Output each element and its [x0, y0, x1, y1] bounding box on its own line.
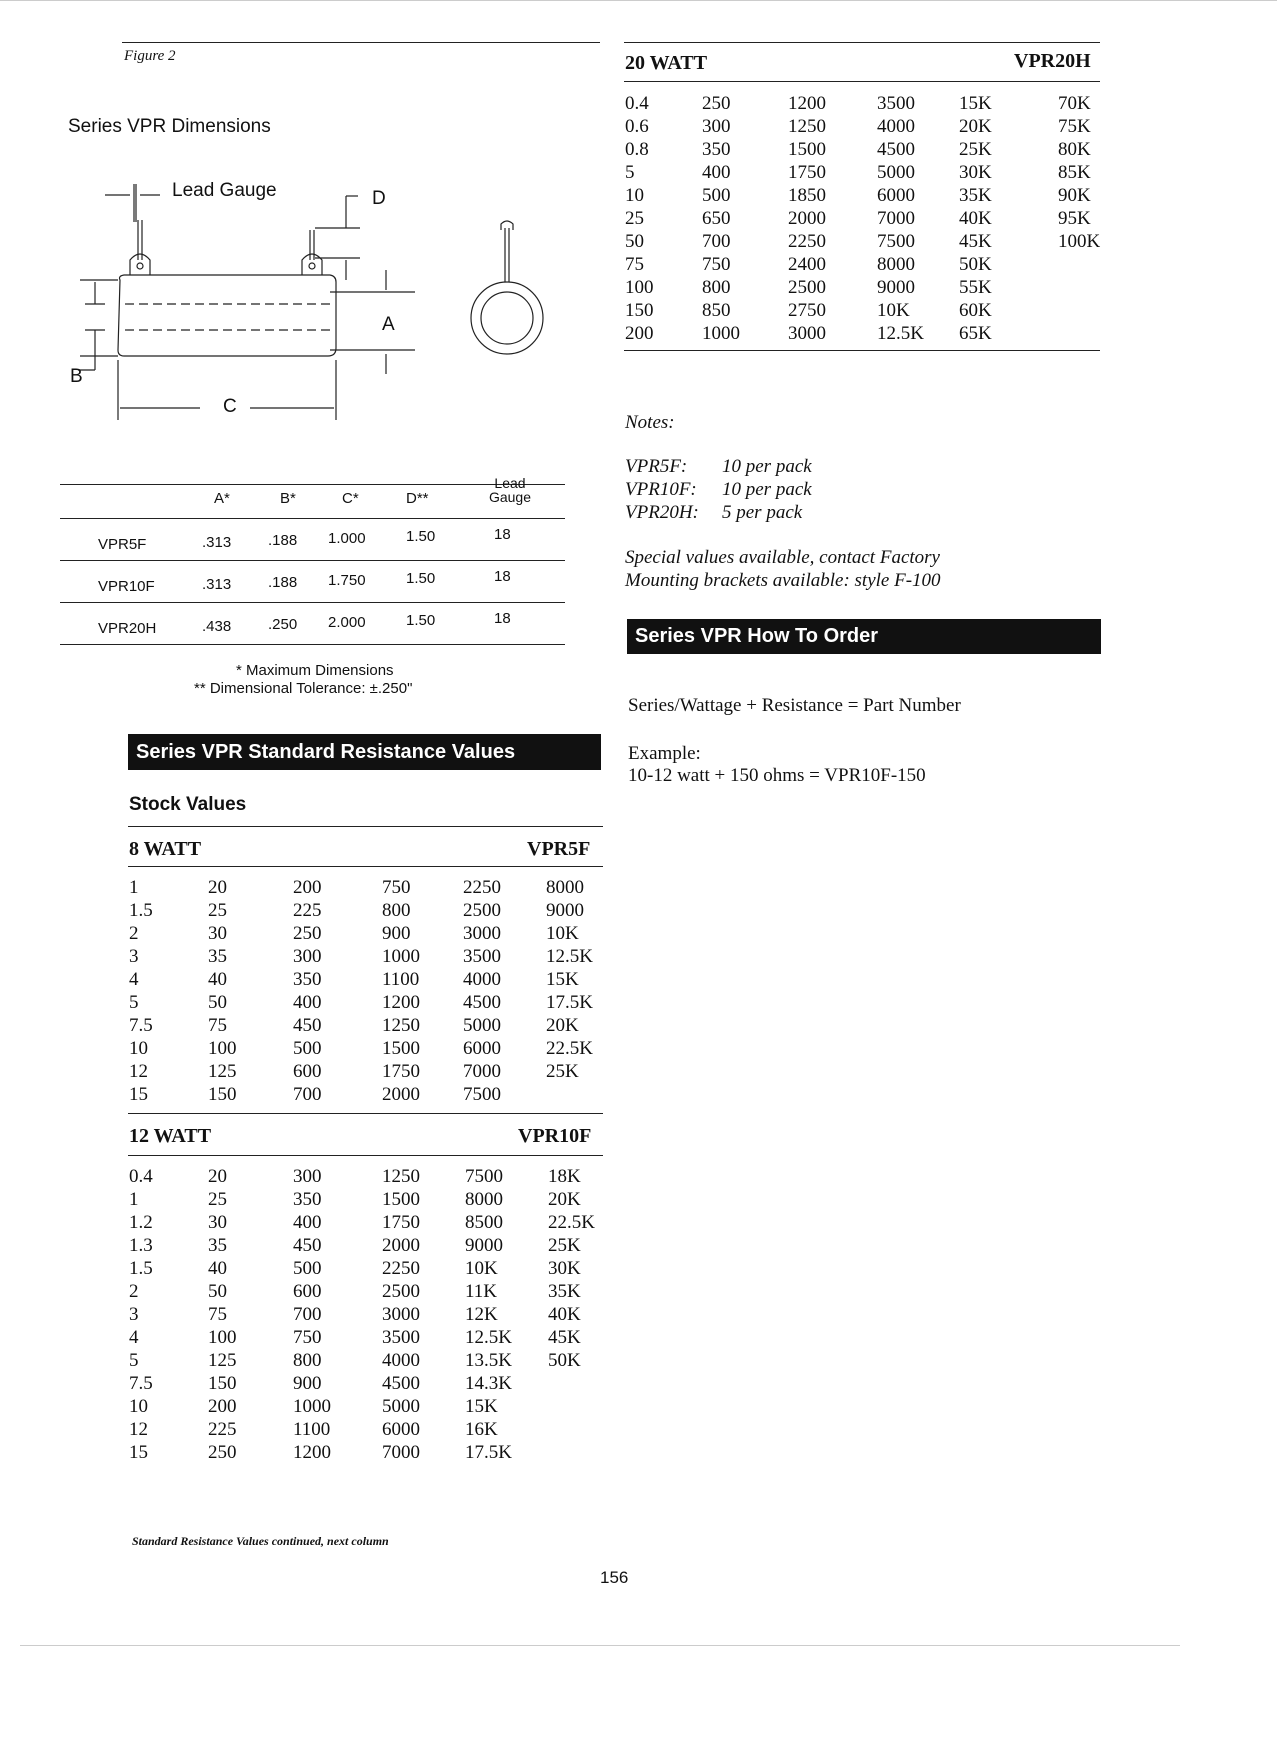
value-cell: 450	[293, 1235, 322, 1256]
value-cell: 75	[208, 1304, 227, 1325]
value-cell: 1500	[382, 1189, 420, 1210]
value-cell: 20	[208, 1166, 227, 1187]
value-cell: 3000	[463, 923, 501, 944]
value-cell: 8000	[877, 254, 915, 275]
value-cell: 4	[129, 969, 139, 990]
value-cell: 35	[208, 1235, 227, 1256]
value-cell: 55K	[959, 277, 992, 298]
value-cell: 3000	[788, 323, 826, 344]
watt8-model: VPR5F	[527, 838, 591, 860]
value-cell: 3500	[382, 1327, 420, 1348]
header-a: A*	[214, 490, 230, 507]
value-cell: 12	[129, 1419, 148, 1440]
value-cell: 45K	[548, 1327, 581, 1348]
value-cell: 12K	[465, 1304, 498, 1325]
value-cell: 4500	[463, 992, 501, 1013]
pack-model: VPR5F:	[625, 456, 688, 477]
value-cell: 1.3	[129, 1235, 153, 1256]
value-cell: 250	[208, 1442, 237, 1463]
value-cell: 1200	[293, 1442, 331, 1463]
pack-qty: 5 per pack	[722, 502, 803, 523]
value-cell: 50	[208, 1281, 227, 1302]
value-cell: 400	[293, 992, 322, 1013]
value-cell: 25K	[548, 1235, 581, 1256]
value-cell: 95K	[1058, 208, 1091, 229]
value-cell: 3	[129, 946, 139, 967]
dim-gauge: 18	[494, 526, 511, 543]
value-cell: 10	[129, 1038, 148, 1059]
value-cell: 20	[208, 877, 227, 898]
value-cell: 22.5K	[546, 1038, 593, 1059]
value-cell: 90K	[1058, 185, 1091, 206]
value-cell: 900	[293, 1373, 322, 1394]
label-d: D	[372, 188, 386, 209]
dim-model: VPR10F	[98, 578, 155, 595]
value-cell: 15	[129, 1442, 148, 1463]
value-cell: 18K	[548, 1166, 581, 1187]
value-cell: 400	[702, 162, 731, 183]
mounting-brackets-note: Mounting brackets available: style F-100	[625, 570, 941, 591]
lead-gauge-label: Lead Gauge	[172, 180, 277, 201]
value-cell: 2400	[788, 254, 826, 275]
value-cell: 3500	[877, 93, 915, 114]
value-cell: 200	[208, 1396, 237, 1417]
value-cell: 80K	[1058, 139, 1091, 160]
value-cell: 15K	[546, 969, 579, 990]
value-cell: 800	[382, 900, 411, 921]
value-cell: 7000	[382, 1442, 420, 1463]
value-cell: 9000	[465, 1235, 503, 1256]
value-cell: 17.5K	[465, 1442, 512, 1463]
value-cell: 7500	[463, 1084, 501, 1105]
value-cell: 12.5K	[877, 323, 924, 344]
pack-qty: 10 per pack	[722, 456, 812, 477]
value-cell: 10K	[465, 1258, 498, 1279]
value-cell: 85K	[1058, 162, 1091, 183]
value-cell: 14.3K	[465, 1373, 512, 1394]
value-cell: 300	[702, 116, 731, 137]
value-cell: 12.5K	[546, 946, 593, 967]
value-cell: 12.5K	[465, 1327, 512, 1348]
value-cell: 2250	[788, 231, 826, 252]
value-cell: 30	[208, 1212, 227, 1233]
value-cell: 1.2	[129, 1212, 153, 1233]
dim-c: 1.000	[328, 530, 366, 547]
value-cell: 350	[702, 139, 731, 160]
value-cell: 1.5	[129, 900, 153, 921]
value-cell: 60K	[959, 300, 992, 321]
value-cell: 1200	[788, 93, 826, 114]
dim-gauge: 18	[494, 568, 511, 585]
value-cell: 5	[129, 1350, 139, 1371]
watt12-model: VPR10F	[518, 1125, 592, 1147]
value-cell: 22.5K	[548, 1212, 595, 1233]
value-cell: 25K	[546, 1061, 579, 1082]
value-cell: 750	[702, 254, 731, 275]
value-cell: 4000	[382, 1350, 420, 1371]
value-cell: 40K	[959, 208, 992, 229]
value-cell: 5000	[382, 1396, 420, 1417]
value-cell: 7500	[877, 231, 915, 252]
dim-model: VPR20H	[98, 620, 157, 637]
value-cell: 2	[129, 1281, 139, 1302]
value-cell: 300	[293, 946, 322, 967]
value-cell: 500	[702, 185, 731, 206]
order-formula: Series/Wattage + Resistance = Part Number	[628, 695, 961, 716]
value-cell: 2250	[382, 1258, 420, 1279]
value-cell: 450	[293, 1015, 322, 1036]
value-cell: 5	[625, 162, 635, 183]
value-cell: 2	[129, 923, 139, 944]
value-cell: 11K	[465, 1281, 498, 1302]
value-cell: 25	[208, 900, 227, 921]
value-cell: 20K	[959, 116, 992, 137]
value-cell: 1750	[382, 1061, 420, 1082]
value-cell: 7500	[465, 1166, 503, 1187]
dim-a: .438	[202, 618, 232, 635]
label-b: B	[70, 366, 83, 387]
value-cell: 800	[702, 277, 731, 298]
value-cell: 70K	[1058, 93, 1091, 114]
value-cell: 0.8	[625, 139, 649, 160]
value-cell: 50	[625, 231, 644, 252]
value-cell: 600	[293, 1061, 322, 1082]
value-cell: 8000	[546, 877, 584, 898]
value-cell: 75	[208, 1015, 227, 1036]
dim-d: 1.50	[406, 612, 436, 629]
value-cell: 250	[293, 923, 322, 944]
value-cell: 10K	[546, 923, 579, 944]
value-cell: 2500	[382, 1281, 420, 1302]
value-cell: 1750	[788, 162, 826, 183]
value-cell: 65K	[959, 323, 992, 344]
value-cell: 35K	[548, 1281, 581, 1302]
value-cell: 300	[293, 1166, 322, 1187]
value-cell: 200	[625, 323, 654, 344]
value-cell: 1250	[382, 1166, 420, 1187]
notes-title: Notes:	[625, 412, 675, 433]
watt20-model: VPR20H	[1014, 50, 1091, 72]
value-cell: 8000	[465, 1189, 503, 1210]
watt20-title: 20 WATT	[625, 52, 708, 74]
value-cell: 1	[129, 1189, 139, 1210]
value-cell: 700	[293, 1084, 322, 1105]
value-cell: 75K	[1058, 116, 1091, 137]
value-cell: 700	[702, 231, 731, 252]
value-cell: 2500	[788, 277, 826, 298]
value-cell: 1750	[382, 1212, 420, 1233]
value-cell: 7.5	[129, 1015, 153, 1036]
value-cell: 9000	[546, 900, 584, 921]
value-cell: 650	[702, 208, 731, 229]
value-cell: 1000	[382, 946, 420, 967]
value-cell: 1200	[382, 992, 420, 1013]
value-cell: 6000	[463, 1038, 501, 1059]
dim-gauge: 18	[494, 610, 511, 627]
value-cell: 4500	[877, 139, 915, 160]
page-number: 156	[600, 1568, 629, 1587]
value-cell: 100	[625, 277, 654, 298]
header-d: D**	[406, 490, 429, 507]
value-cell: 125	[208, 1061, 237, 1082]
value-cell: 1250	[382, 1015, 420, 1036]
value-cell: 750	[382, 877, 411, 898]
value-cell: 100K	[1058, 231, 1101, 252]
value-cell: 30K	[548, 1258, 581, 1279]
value-cell: 1100	[382, 969, 420, 990]
watt12-title: 12 WATT	[129, 1125, 212, 1147]
value-cell: 150	[208, 1373, 237, 1394]
value-cell: 1000	[293, 1396, 331, 1417]
value-cell: 1.5	[129, 1258, 153, 1279]
value-cell: 2000	[788, 208, 826, 229]
label-a: A	[382, 314, 395, 335]
value-cell: 0.6	[625, 116, 649, 137]
value-cell: 5000	[463, 1015, 501, 1036]
value-cell: 40	[208, 1258, 227, 1279]
continued-note: Standard Resistance Values continued, next column	[132, 1534, 389, 1548]
value-cell: 0.4	[129, 1166, 153, 1187]
value-cell: 150	[208, 1084, 237, 1105]
footnote-max: * Maximum Dimensions	[236, 662, 394, 679]
special-values-note: Special values available, contact Factory	[625, 547, 940, 568]
value-cell: 35K	[959, 185, 992, 206]
value-cell: 3	[129, 1304, 139, 1325]
value-cell: 10	[625, 185, 644, 206]
footnote-tolerance: ** Dimensional Tolerance: ±.250"	[194, 680, 413, 697]
value-cell: 20K	[548, 1189, 581, 1210]
value-cell: 250	[702, 93, 731, 114]
value-cell: 10	[129, 1396, 148, 1417]
value-cell: 5000	[877, 162, 915, 183]
value-cell: 50	[208, 992, 227, 1013]
value-cell: 1	[129, 877, 139, 898]
value-cell: 1100	[293, 1419, 331, 1440]
value-cell: 40K	[548, 1304, 581, 1325]
dim-b: .188	[268, 574, 298, 591]
dim-d: 1.50	[406, 570, 436, 587]
value-cell: 7.5	[129, 1373, 153, 1394]
value-cell: 30	[208, 923, 227, 944]
value-cell: 1500	[382, 1038, 420, 1059]
value-cell: 50K	[959, 254, 992, 275]
dim-a: .313	[202, 534, 232, 551]
value-cell: 500	[293, 1258, 322, 1279]
value-cell: 1000	[702, 323, 740, 344]
standard-values-banner: Series VPR Standard Resistance Values	[128, 734, 601, 770]
label-c: C	[223, 396, 237, 417]
value-cell: 100	[208, 1327, 237, 1348]
value-cell: 350	[293, 1189, 322, 1210]
value-cell: 6000	[382, 1419, 420, 1440]
header-b: B*	[280, 490, 296, 507]
value-cell: 800	[293, 1350, 322, 1371]
value-cell: 35	[208, 946, 227, 967]
value-cell: 2000	[382, 1235, 420, 1256]
value-cell: 2250	[463, 877, 501, 898]
pack-qty: 10 per pack	[722, 479, 812, 500]
value-cell: 20K	[546, 1015, 579, 1036]
header-c: C*	[342, 490, 359, 507]
value-cell: 45K	[959, 231, 992, 252]
dim-model: VPR5F	[98, 536, 147, 553]
dim-d: 1.50	[406, 528, 436, 545]
value-cell: 7000	[463, 1061, 501, 1082]
value-cell: 0.4	[625, 93, 649, 114]
pack-model: VPR10F:	[625, 479, 697, 500]
value-cell: 25	[625, 208, 644, 229]
value-cell: 4000	[463, 969, 501, 990]
value-cell: 350	[293, 969, 322, 990]
value-cell: 850	[702, 300, 731, 321]
value-cell: 3000	[382, 1304, 420, 1325]
dim-a: .313	[202, 576, 232, 593]
value-cell: 15K	[465, 1396, 498, 1417]
dim-b: .250	[268, 616, 298, 633]
value-cell: 125	[208, 1350, 237, 1371]
value-cell: 400	[293, 1212, 322, 1233]
value-cell: 900	[382, 923, 411, 944]
stock-values-label: Stock Values	[129, 794, 247, 815]
value-cell: 12	[129, 1061, 148, 1082]
value-cell: 4500	[382, 1373, 420, 1394]
value-cell: 225	[293, 900, 322, 921]
example-label: Example:	[628, 743, 701, 764]
value-cell: 200	[293, 877, 322, 898]
value-cell: 5	[129, 992, 139, 1013]
header-lead-gauge: Lead Gauge	[488, 475, 532, 505]
value-cell: 7000	[877, 208, 915, 229]
value-cell: 17.5K	[546, 992, 593, 1013]
value-cell: 16K	[465, 1419, 498, 1440]
value-cell: 750	[293, 1327, 322, 1348]
value-cell: 30K	[959, 162, 992, 183]
value-cell: 40	[208, 969, 227, 990]
value-cell: 4000	[877, 116, 915, 137]
value-cell: 2750	[788, 300, 826, 321]
value-cell: 3500	[463, 946, 501, 967]
example-text: 10-12 watt + 150 ohms = VPR10F-150	[628, 765, 926, 786]
value-cell: 1500	[788, 139, 826, 160]
figure-label: Figure 2	[124, 48, 176, 64]
value-cell: 1850	[788, 185, 826, 206]
value-cell: 75	[625, 254, 644, 275]
value-cell: 100	[208, 1038, 237, 1059]
value-cell: 25	[208, 1189, 227, 1210]
value-cell: 600	[293, 1281, 322, 1302]
value-cell: 25K	[959, 139, 992, 160]
value-cell: 2000	[382, 1084, 420, 1105]
value-cell: 1250	[788, 116, 826, 137]
pack-model: VPR20H:	[625, 502, 699, 523]
how-to-order-banner: Series VPR How To Order	[627, 619, 1101, 654]
value-cell: 225	[208, 1419, 237, 1440]
dim-b: .188	[268, 532, 298, 549]
diagram-title: Series VPR Dimensions	[68, 116, 271, 137]
value-cell: 50K	[548, 1350, 581, 1371]
value-cell: 700	[293, 1304, 322, 1325]
dimensions-table	[60, 468, 565, 648]
value-cell: 6000	[877, 185, 915, 206]
watt8-title: 8 WATT	[129, 838, 202, 860]
value-cell: 150	[625, 300, 654, 321]
value-cell: 15	[129, 1084, 148, 1105]
value-cell: 500	[293, 1038, 322, 1059]
dimension-diagram	[60, 170, 570, 420]
value-cell: 15K	[959, 93, 992, 114]
value-cell: 13.5K	[465, 1350, 512, 1371]
dim-c: 1.750	[328, 572, 366, 589]
value-cell: 10K	[877, 300, 910, 321]
dim-c: 2.000	[328, 614, 366, 631]
value-cell: 8500	[465, 1212, 503, 1233]
value-cell: 4	[129, 1327, 139, 1348]
value-cell: 2500	[463, 900, 501, 921]
value-cell: 9000	[877, 277, 915, 298]
